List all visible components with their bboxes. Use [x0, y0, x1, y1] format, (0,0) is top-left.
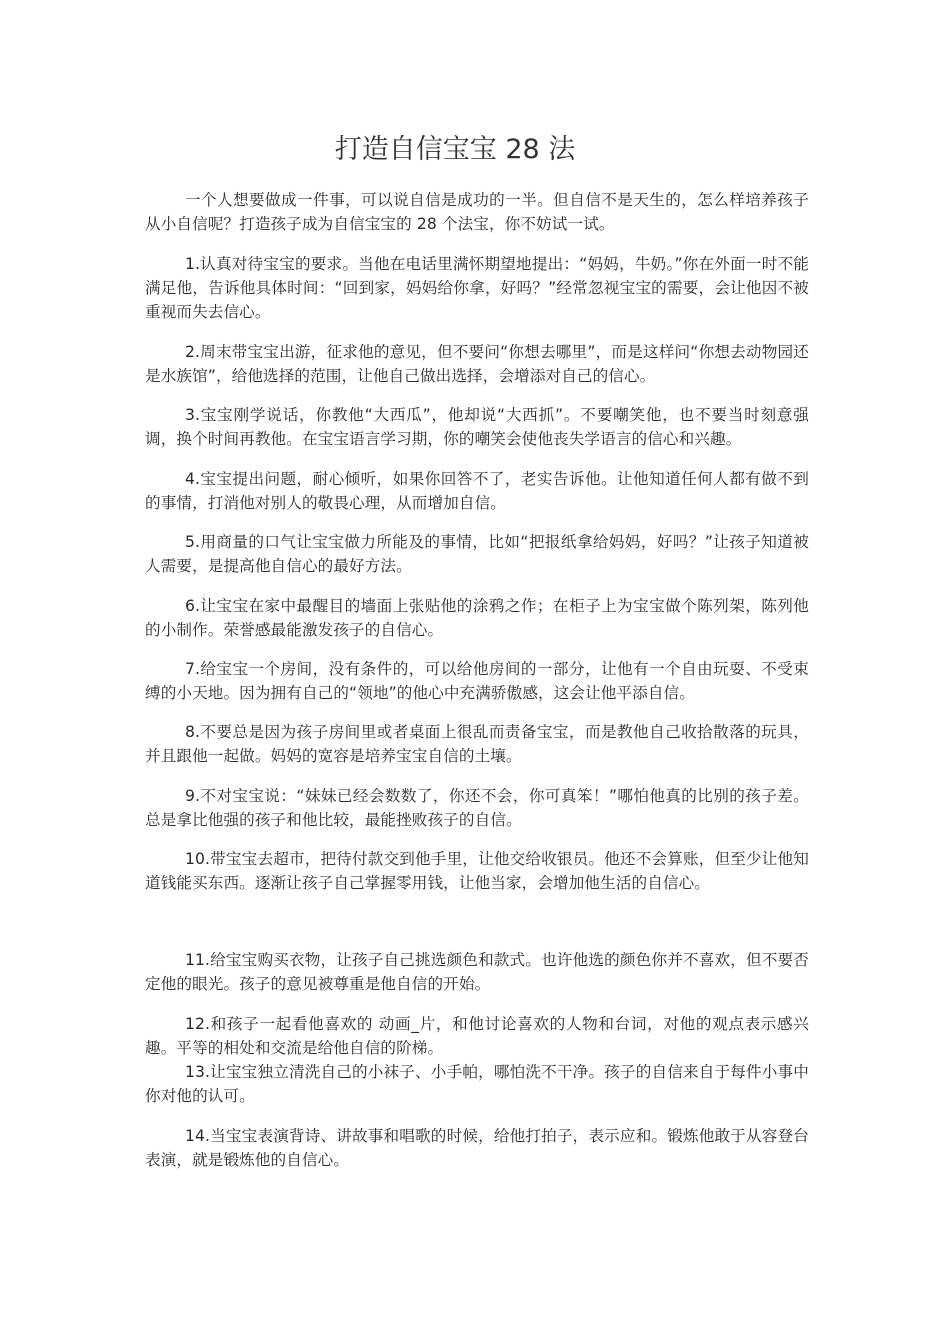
tip-paragraph-14: 14.当宝宝表演背诗、讲故事和唱歌的时候，给他打拍子，表示应和。锻炼他敢于从容登台表演，就是锻炼他的自信心。 — [145, 1127, 809, 1169]
tip-paragraph-3: 3.宝宝刚学说话，你教他“大西瓜”，他却说“大西抓”。不要嘲笑他，也不要当时刻意强调，换个时间再教他。在宝宝语言学习期，你的嘲笑会使他丧失学语言的信心和兴趣。 — [145, 406, 809, 448]
tip-paragraph-2: 2.周末带宝宝出游，征求他的意见，但不要问“你想去哪里”，而是这样问“你想去动物园还是水族馆”，给他选择的范围，让他自己做出选择，会增添对自己的信心。 — [145, 343, 809, 385]
tip-paragraph-7: 7.给宝宝一个房间，没有条件的，可以给他房间的一部分，让他有一个自由玩耍、不受束缚的小天地。因为拥有自己的“领地”的他心中充满骄傲感，这会让他平添自信。 — [145, 660, 809, 702]
tip-paragraph-10: 10.带宝宝去超市，把待付款交到他手里，让他交给收银员。他还不会算账，但至少让他知道钱能买东西。逐渐让孩子自己掌握零用钱，让他当家，会增加他生活的自信心。 — [145, 850, 809, 892]
tip-paragraph-4: 4.宝宝提出问题，耐心倾听，如果你回答不了，老实告诉他。让他知道任何人都有做不到的事情，打消他对别人的敬畏心理，从而增加自信。 — [145, 470, 809, 512]
tip-paragraph-9: 9.不对宝宝说：“妹妹已经会数数了，你还不会，你可真笨！”哪怕他真的比别的孩子差。总是拿比他强的孩子和他比较，最能挫败孩子的自信。 — [145, 787, 809, 829]
tip-paragraph-12: 12.和孩子一起看他喜欢的 动画_片，和他讨论喜欢的人物和台词，对他的观点表示感兴趣。平等的相处和交流是给他自信的阶梯。 — [145, 1015, 809, 1057]
tip-paragraph-8: 8.不要总是因为孩子房间里或者桌面上很乱而责备宝宝，而是教他自己收拾散落的玩具，并且跟他一起做。妈妈的宽容是培养宝宝自信的土壤。 — [145, 723, 809, 765]
document-title: 打造自信宝宝 28 法 — [334, 134, 576, 165]
intro-paragraph: 一个人想要做成一件事，可以说自信是成功的一半。但自信不是天生的，怎么样培养孩子从小自信呢？打造孩子成为自信宝宝的 28 个法宝，你不妨试一试。 — [145, 191, 809, 233]
tip-paragraph-6: 6.让宝宝在家中最醒目的墙面上张贴他的涂鸦之作；在柜子上为宝宝做个陈列架，陈列他的小制作。荣誉感最能激发孩子的自信心。 — [145, 597, 809, 639]
tip-paragraph-5: 5.用商量的口气让宝宝做力所能及的事情，比如“把报纸拿给妈妈，好吗？”让孩子知道被人需要，是提高他自信心的最好方法。 — [145, 533, 809, 575]
tip-paragraph-13: 13.让宝宝独立清洗自己的小袜子、小手帕，哪怕洗不干净。孩子的自信来自于每件小事中你对他的认可。 — [145, 1063, 809, 1105]
tip-paragraph-1: 1.认真对待宝宝的要求。当他在电话里满怀期望地提出：“妈妈，牛奶。”你在外面一时不能满足他，告诉他具体时间：“回到家，妈妈给你拿，好吗？”经常忽视宝宝的需要，会让他因不被重视而失去信心。 — [145, 255, 809, 321]
tip-paragraph-11: 11.给宝宝购买衣物，让孩子自己挑选颜色和款式。也许他选的颜色你并不喜欢，但不要否定他的眼光。孩子的意见被尊重是他自信的开始。 — [145, 951, 809, 993]
